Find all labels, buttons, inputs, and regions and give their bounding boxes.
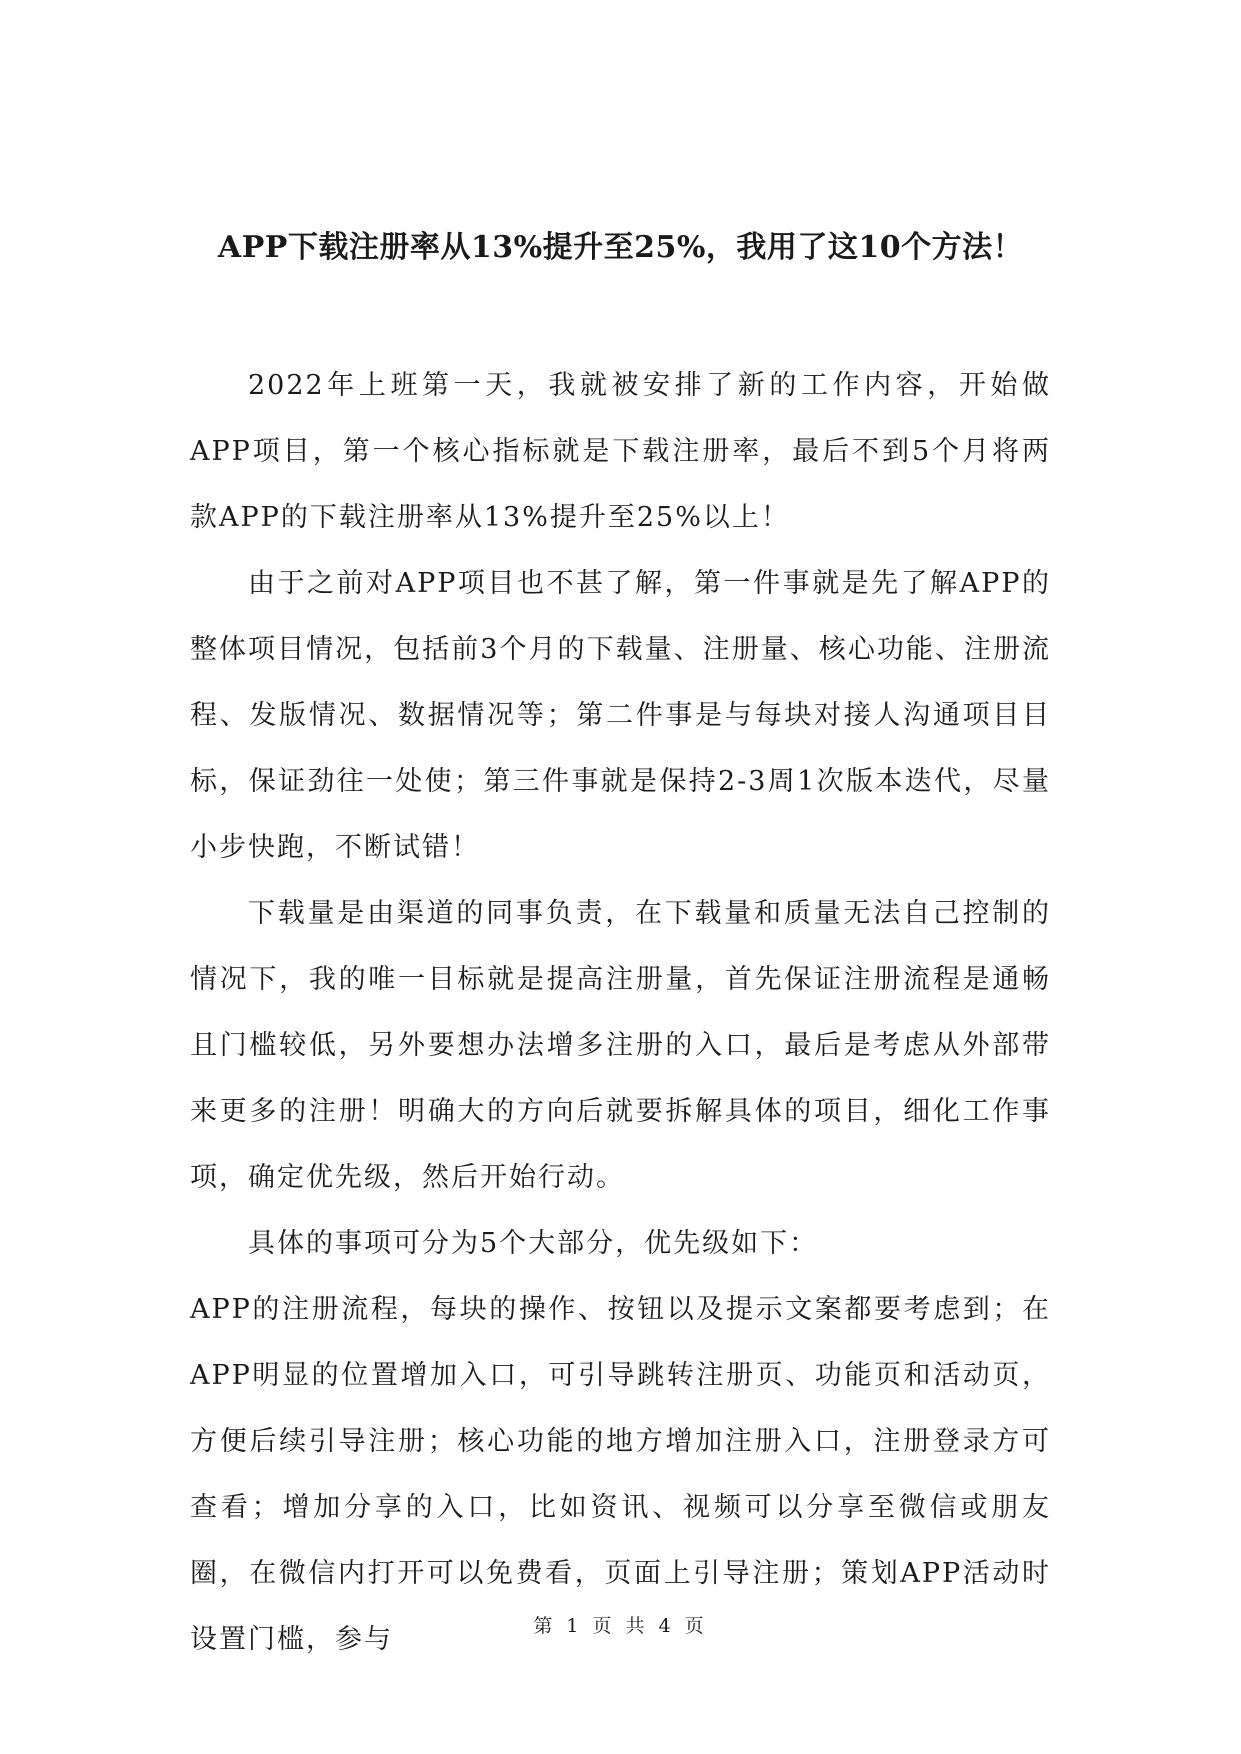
document-title: APP下载注册率从13%提升至25%，我用了这10个方法！: [217, 230, 1024, 265]
paragraph-first-steps: 由于之前对APP项目也不甚了解，第一件事就是先了解APP的整体项目情况，包括前3个月的下载量、注册量、核心功能、注册流程、发版情况、数据情况等；第二件事是与每块对接人沟通项目目标，保证劲往一处使；第三件事就是保持2-3周1次版本迭代，尽量小步快跑，不断试错！: [190, 568, 1051, 863]
document-body: [190, 353, 1051, 1673]
paragraph-priority-list: APP的注册流程，每块的操作、按钮以及提示文案都要考虑到；在APP明显的位置增加入口，可引导跳转注册页、功能页和活动页，方便后续引导注册；核心功能的地方增加注册入口，注册登录方可查看；增加分享的入口，比如资讯、视频可以分享至微信或朋友圈，在微信内打开可以免费看，页面上引导注册；策划APP活动时设置门槛，参与: [190, 1294, 1051, 1655]
paragraph-intro: 2022年上班第一天，我就被安排了新的工作内容，开始做APP项目，第一个核心指标就是下载注册率，最后不到5个月将两款APP的下载注册率从13%提升至25%以上！: [190, 370, 1051, 533]
paragraph-goal: 下载量是由渠道的同事负责，在下载量和质量无法自己控制的情况下，我的唯一目标就是提高注册量，首先保证注册流程是通畅且门槛较低，另外要想办法增多注册的入口，最后是考虑从外部带来更多的注册！明确大的方向后就要拆解具体的项目，细化工作事项，确定优先级，然后开始行动。: [190, 898, 1051, 1193]
paragraph-priority-intro: 具体的事项可分为5个大部分，优先级如下：: [248, 1228, 819, 1259]
page-footer: 第 1 页 共 4 页: [533, 1615, 708, 1637]
